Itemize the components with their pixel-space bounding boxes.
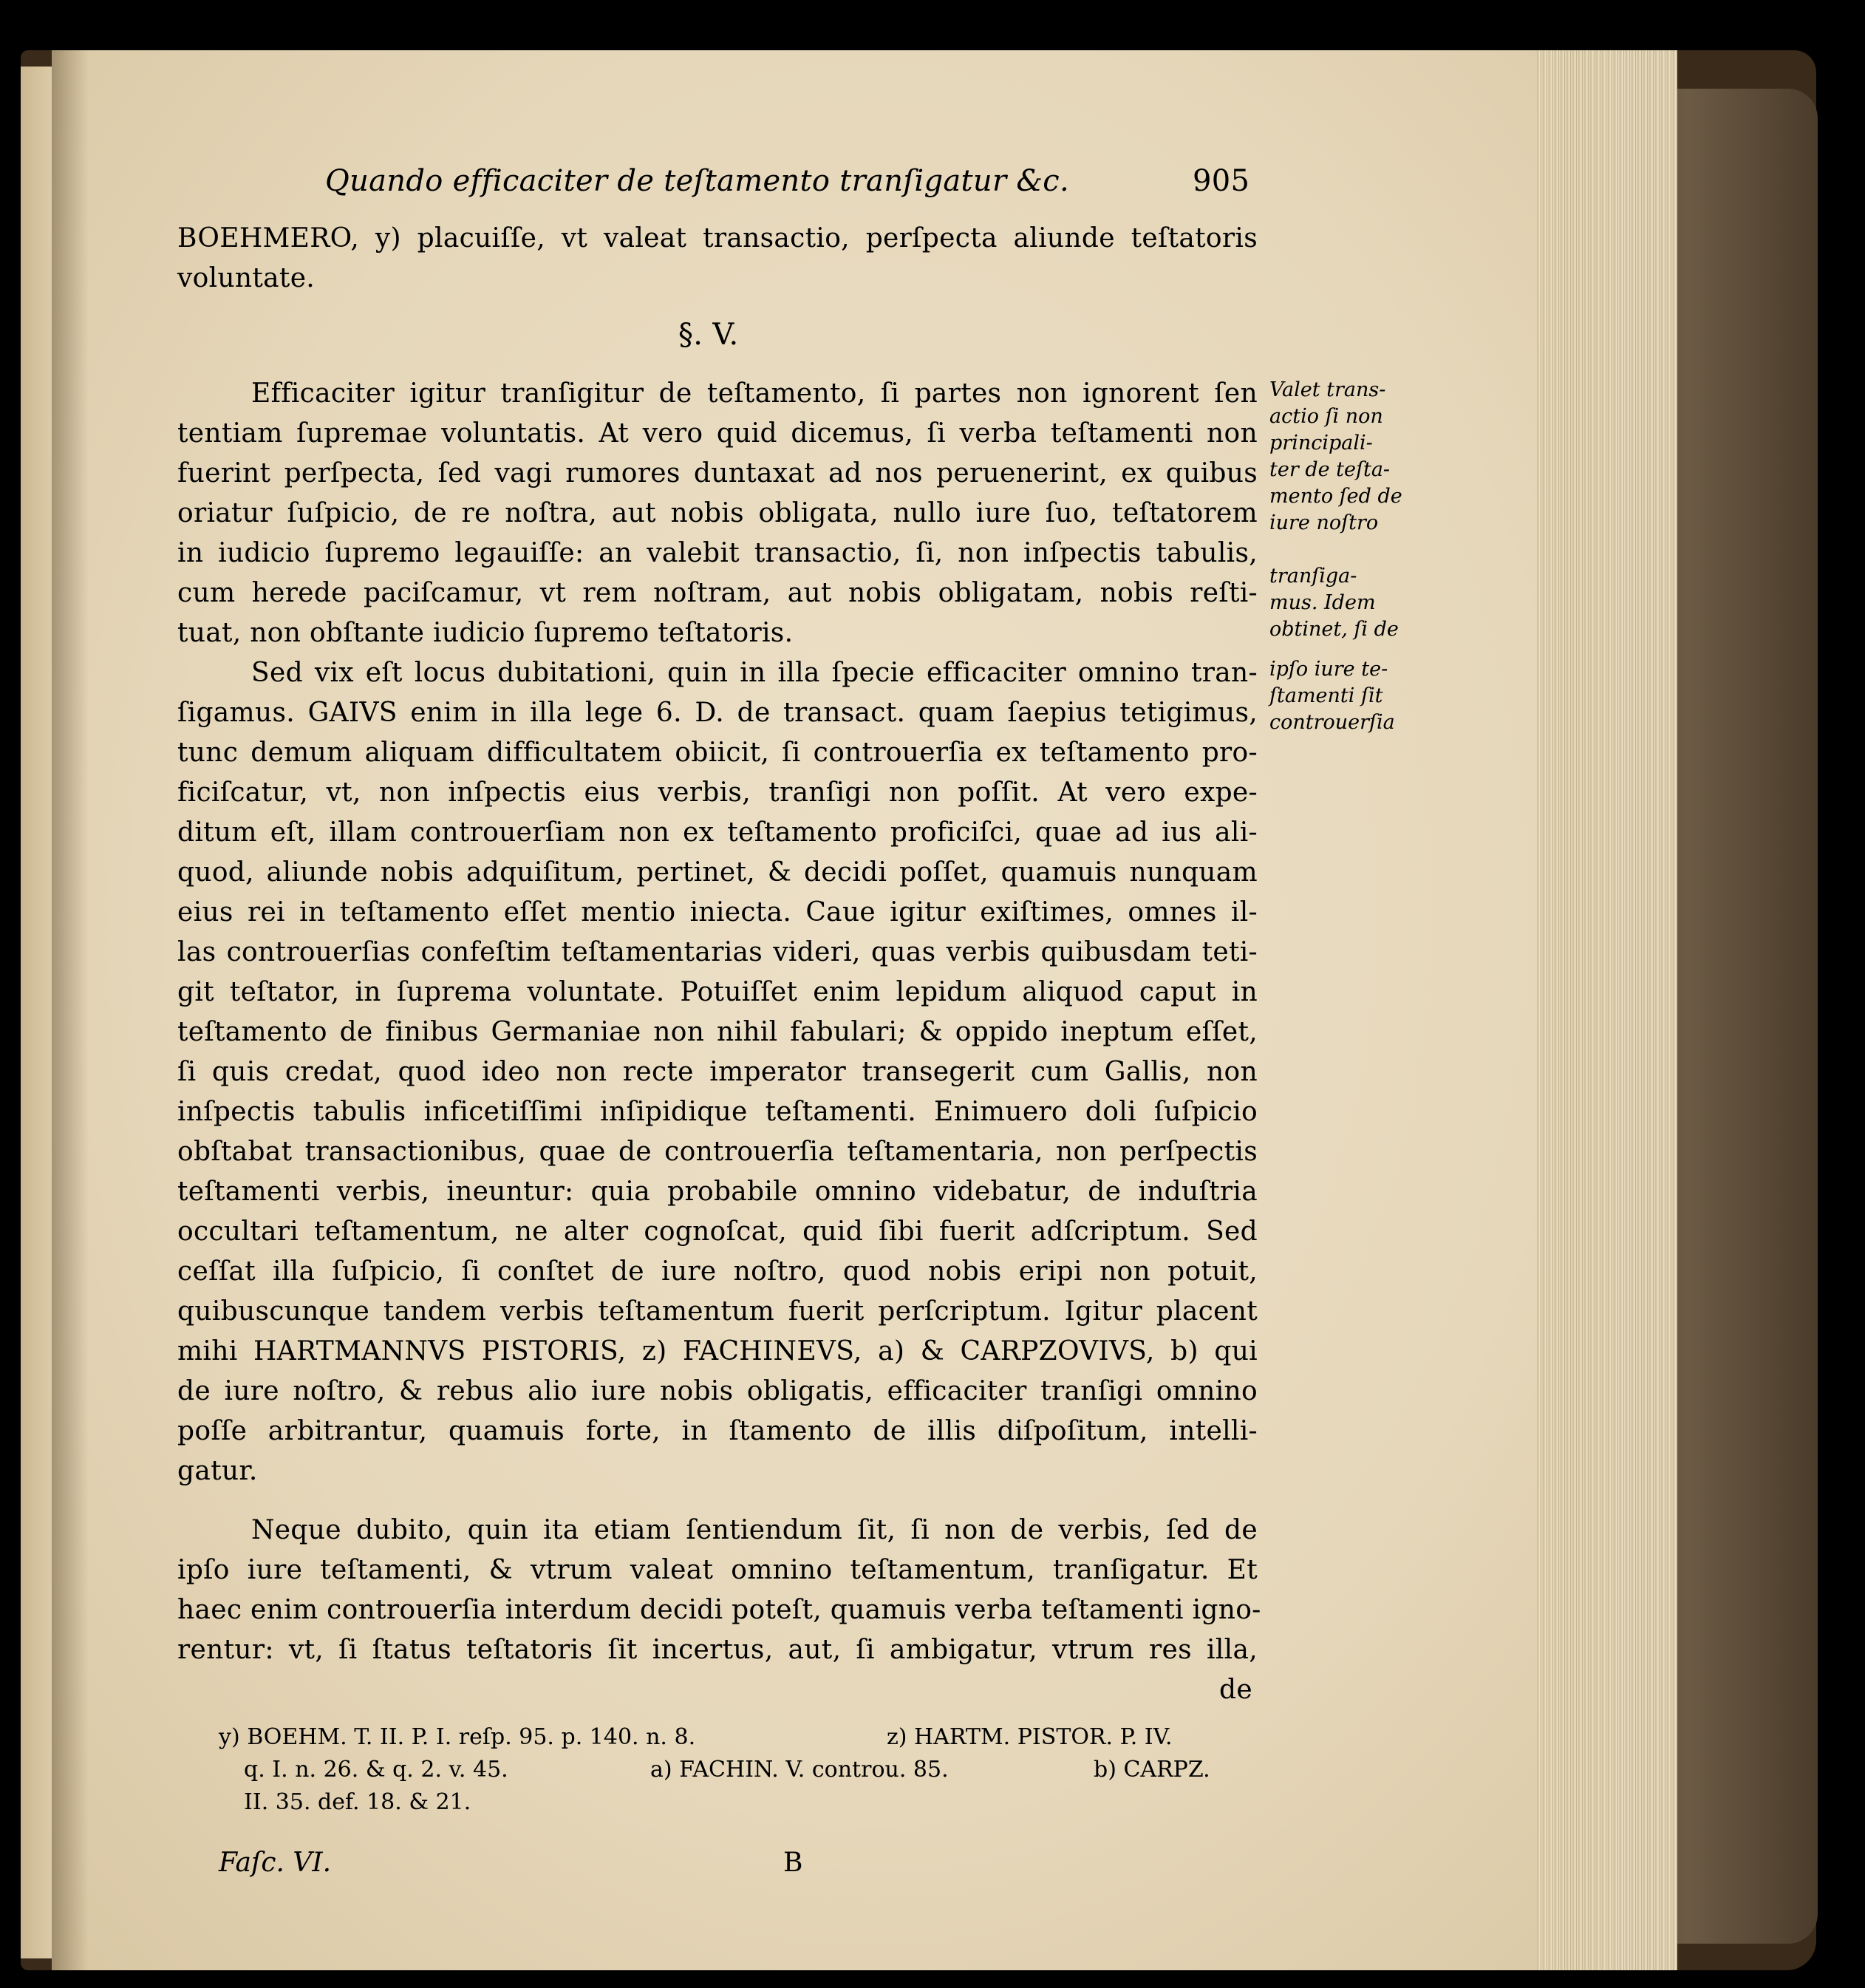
text-line: las controuerſias confeſtim teſtamentarias videri, quas verbis quibusdam teti-: [177, 937, 1258, 967]
text-line: ſigamus. GAIVS enim in illa lege 6. D. de transact. quam ſaepius tetigimus,: [177, 698, 1258, 728]
text-line: teſtamenti verbis, ineuntur: quia probabile omnino videbatur, de induſtria: [177, 1177, 1258, 1207]
marginal-note-line: actio ſi non: [1269, 405, 1383, 428]
marginal-note-line: iure noſtro: [1269, 511, 1379, 534]
footnote: q. I. n. 26. & q. 2. v. 45.: [244, 1757, 508, 1783]
fascicle-label: Faſc. VI.: [219, 1848, 332, 1878]
running-header-title: Quando efficaciter de teſtamento tranſigatur &c.: [325, 164, 1070, 198]
text-line: fuerint perſpecta, ſed vagi rumores duntaxat ad nos peruenerint, ex quibus: [177, 458, 1258, 489]
marginal-note-line: tranſiga-: [1269, 565, 1357, 588]
page-gutter-shadow: [52, 50, 89, 1970]
text-line: ceſſat illa ſuſpicio, ſi conſtet de iure noſtro, quod nobis eripi non potuit,: [177, 1256, 1258, 1287]
text-line: teſtamento de finibus Germaniae non nihil fabulari; & oppido ineptum eſſet,: [177, 1017, 1258, 1047]
text-line: tunc demum aliquam difficultatem obiicit, ſi controuerſia ex teſtamento pro-: [177, 738, 1258, 768]
section-title: §. V.: [678, 318, 739, 352]
text-line: quibuscunque tandem verbis teſtamentum fuerit perſcriptum. Igitur placent: [177, 1296, 1258, 1327]
footnote: b) CARPZ.: [1094, 1757, 1210, 1783]
text-line: ficiſcatur, vt, non inſpectis eius verbis, tranſigi non poſſit. At vero expe-: [177, 777, 1258, 808]
text-line: mihi HARTMANNVS PISTORIS, z) FACHINEVS, a) & CARPZOVIVS, b) qui: [177, 1336, 1258, 1366]
catchword: de: [1219, 1675, 1252, 1705]
text-line: oriatur ſuſpicio, de re noſtra, aut nobis obligata, nullo iure ſuo, teſtatorem: [177, 498, 1258, 528]
intro-line: BOEHMERO, y) placuiſſe, vt valeat transactio, perſpecta aliunde teſtatoris: [177, 223, 1258, 253]
marginal-note-line: Valet trans-: [1269, 378, 1386, 401]
page-edges: [1530, 50, 1677, 1970]
text-line: tentiam ſupremae voluntatis. At vero quid dicemus, ſi verba teſtamenti non: [177, 418, 1258, 449]
footnote: z) HARTM. PISTOR. P. IV.: [887, 1724, 1173, 1750]
text-line: haec enim controuerſia interdum decidi poteſt, quamuis verba teſtamenti igno-: [177, 1595, 1261, 1625]
text-line: Sed vix eſt locus dubitationi, quin in illa ſpecie efficaciter omnino tran-: [251, 658, 1258, 688]
marginal-note-line: mus. Idem: [1269, 591, 1376, 614]
text-line: Neque dubito, quin ita etiam ſentiendum ſit, ſi non de verbis, ſed de: [251, 1515, 1258, 1545]
intro-line: voluntate.: [177, 263, 316, 293]
text-line: cum herede paciſcamur, vt rem noſtram, aut nobis obligatam, nobis reſti-: [177, 578, 1258, 608]
text-line: in iudicio ſupremo legauiſſe: an valebit transactio, ſi, non inſpectis tabulis,: [177, 538, 1258, 568]
marginal-note-line: ſtamenti ſit: [1269, 684, 1383, 707]
text-line: quod, aliunde nobis adquiſitum, pertinet, & decidi poſſet, quamuis nunquam: [177, 857, 1258, 888]
marginal-note-line: obtinet, ſi de: [1269, 618, 1399, 641]
marginal-note-line: ipſo iure te-: [1269, 658, 1388, 681]
marginal-note-line: controuerſia: [1269, 711, 1395, 734]
text-line: rentur: vt, ſi ſtatus teſtatoris ſit incertus, aut, ſi ambigatur, vtrum res illa,: [177, 1635, 1258, 1665]
text-line: poſſe arbitrantur, quamuis forte, in ſtamento de illis diſpoſitum, intelli-: [177, 1416, 1258, 1446]
page-number: 905: [1193, 164, 1250, 198]
text-line: occultari teſtamentum, ne alter cognoſcat, quid ſibi fuerit adſcriptum. Sed: [177, 1216, 1258, 1247]
text-line: git teſtator, in ſuprema voluntate. Potuiſſet enim lepidum aliquod caput in: [177, 977, 1258, 1007]
signature-mark: B: [783, 1848, 803, 1878]
text-line: de iure noſtro, & rebus alio iure nobis obligatis, efficaciter tranſigi omnino: [177, 1376, 1258, 1406]
marginal-note-line: ter de teſta-: [1269, 458, 1391, 481]
text-line: inſpectis tabulis inficetiſſimi inſipidique teſtamenti. Enimuero doli ſuſpicio: [177, 1097, 1258, 1127]
text-line: tuat, non obſtante iudicio ſupremo teſtatoris.: [177, 618, 794, 648]
marginal-note-line: mento ſed de: [1269, 485, 1402, 508]
text-line: ditum eſt, illam controuerſiam non ex teſtamento proficiſci, quae ad ius ali-: [177, 817, 1258, 848]
footnote: II. 35. def. 18. & 21.: [244, 1789, 471, 1815]
text-line: Efficaciter igitur tranſigitur de teſtamento, ſi partes non ignorent ſen: [251, 378, 1258, 409]
text-line: ſi quis credat, quod ideo non recte imperator transegerit cum Gallis, non: [177, 1057, 1258, 1087]
marginal-note-line: principali-: [1269, 432, 1373, 455]
text-line: gatur.: [177, 1456, 258, 1486]
text-line: obſtabat transactionibus, quae de controuerſia teſtamentaria, non perſpectis: [177, 1137, 1258, 1167]
footnote: y) BOEHM. T. II. P. I. reſp. 95. p. 140. n. 8.: [219, 1724, 696, 1750]
text-line: ipſo iure teſtamenti, & vtrum valeat omnino teſtamentum, tranſigatur. Et: [177, 1555, 1258, 1585]
text-line: eius rei in teſtamento eſſet mentio iniecta. Caue igitur exiſtimes, omnes il-: [177, 897, 1258, 927]
footnote: a) FACHIN. V. controu. 85.: [650, 1757, 949, 1783]
